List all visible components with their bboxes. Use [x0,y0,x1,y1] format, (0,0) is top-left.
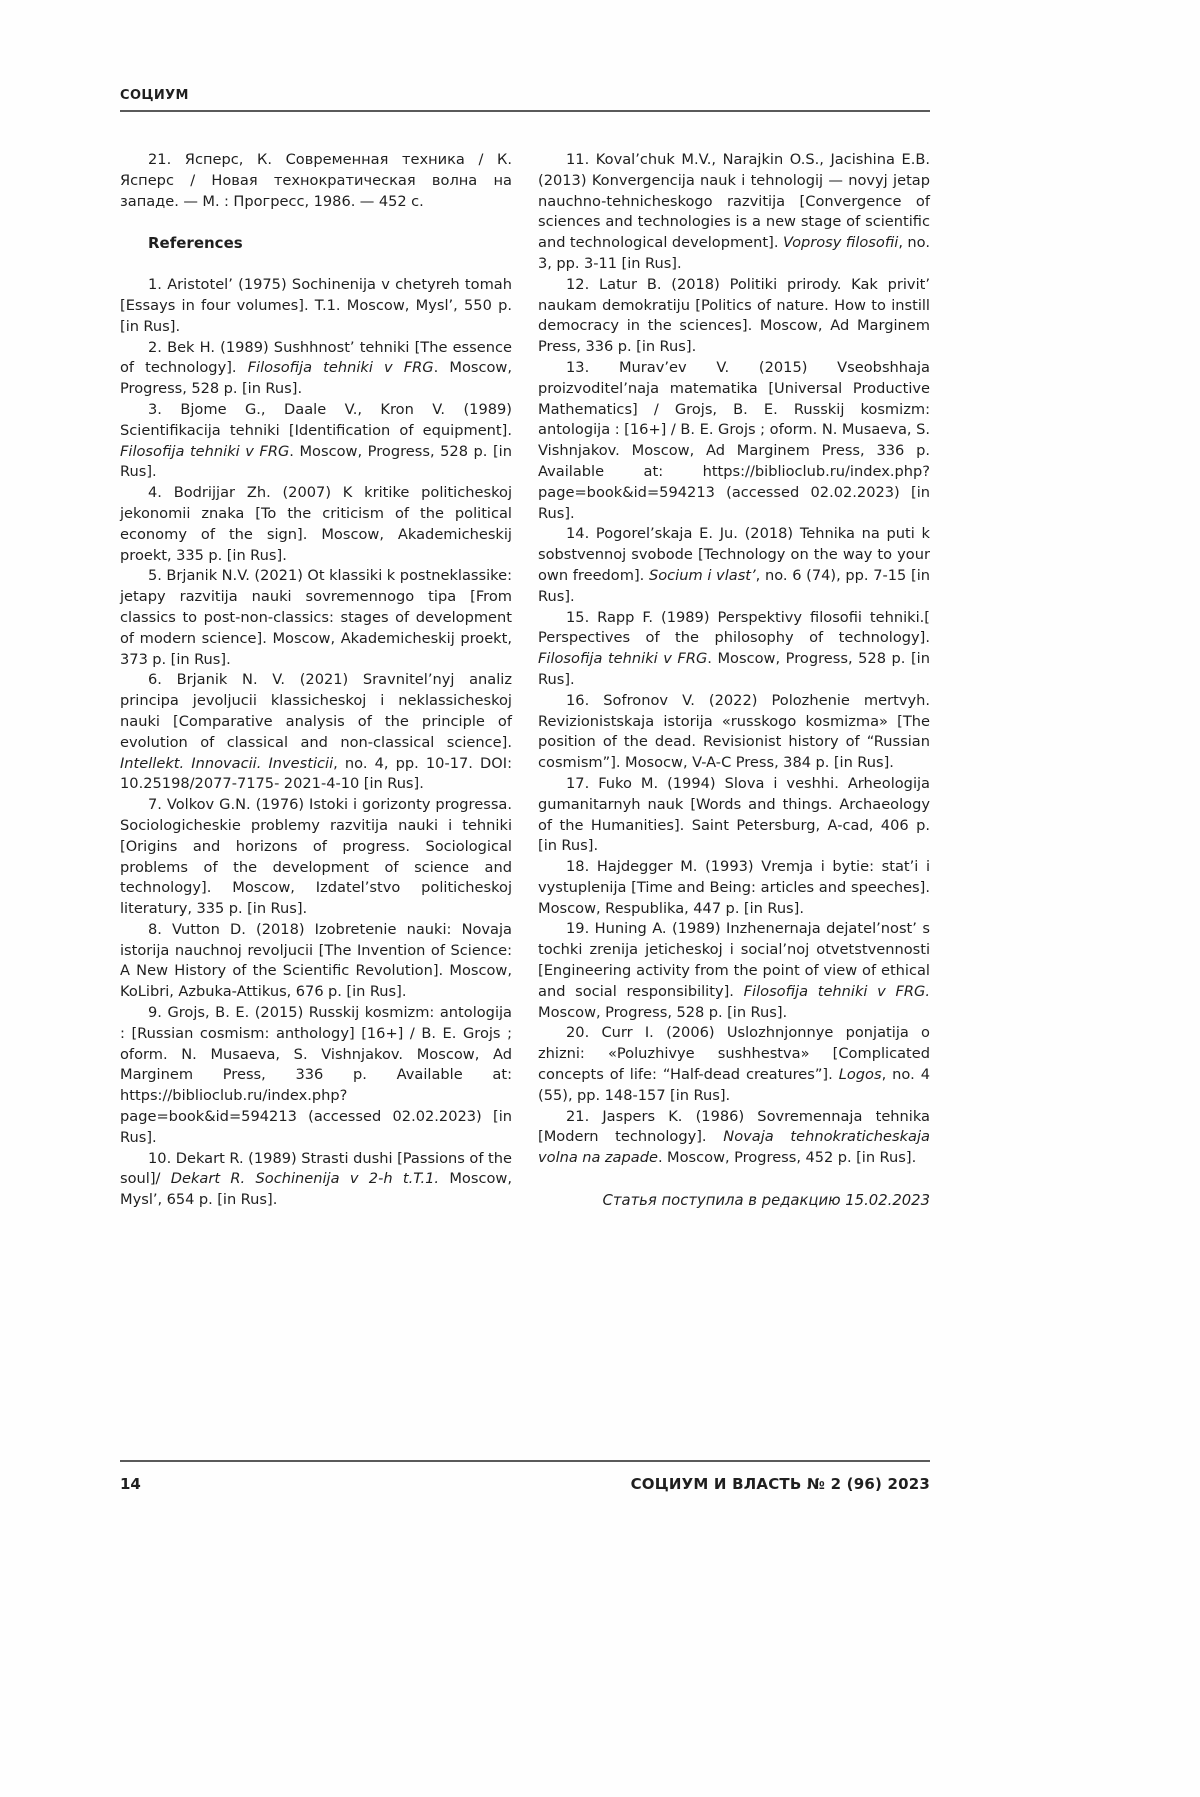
reference-item [120,400,512,483]
reference-item [538,275,930,358]
reference-text: 15. Rapp F. (1989) Perspektivy filosofii tehniki.[ Perspectives of the philosophy of technology]. [538,608,930,647]
reference-text: , no. 3, pp. 3-11 [in Rus]. [538,234,930,272]
reference-text: , no. 4 (55), pp. 148-157 [in Rus]. [538,1066,930,1104]
reference-item [538,774,930,857]
reference-text: 18. Hajdegger M. (1993) Vremja i bytie: stat’i i vystuplenija [Time and Being: articles and speeches]. Moscow, Respublika, 447 p. [in Rus]. [538,858,930,917]
reference-item [120,275,512,337]
reference-item [538,919,930,1023]
left-reference-list [120,275,512,1211]
column-left [120,150,512,1212]
reference-text: 6. Brjanik N. V. (2021) Sravnitel’nyj analiz principa jevoljucii klassicheskoj i neklassicheskoj nauki [Comparative analysis of the principle of evolution of classical and non-classical science]. [120,671,512,751]
reference-text: , no. 4, pp. 10-17. DOI: 10.25198/2077-7175- 2021-4-10 [in Rus]. [120,754,513,793]
reference-text: 2. Bek H. (1989) Sushhnost’ tehniki [The essence of technology]. [120,338,512,377]
reference-source-title: Dekart R. Sochinenija v 2-h t.T.1. [170,1170,440,1188]
reference-item [120,1149,512,1211]
reference-item [538,1023,930,1106]
reference-item [538,150,930,275]
reference-item [120,1003,512,1149]
reference-item [120,566,512,670]
reference-item [538,1107,930,1169]
right-reference-list [538,150,930,1169]
reference-source-title: Novaja tehnokraticheskaja volna na zapade [538,1128,930,1167]
reference-item [120,670,512,795]
reference-text: 13. Murav’ev V. (2015) Vseobshhaja proizvoditel’naja matematika [Universal Productive Mathematics] / Grojs, B. E. Russkij kosmizm: antologija : [16+] / B. E. Grojs ; oform. N. Musaeva, S. Vishnjakov. Moscow, Ad Marginem Press, 336 p. Available at: https://biblioclub.ru/index.php?page=book&id=594213 (accessed 02.02.2023) [in Rus]. [538,358,930,522]
reference-text: , no. 6 (74), pp. 7-15 [in Rus]. [538,566,930,605]
reference-source-title: Filosofija tehniki v FRG [120,442,290,460]
reference-item [538,691,930,774]
reference-text: 11. Koval’chuk M.V., Narajkin O.S., Jacishina E.B. (2013) Konvergencija nauk i tehnologij — novyj jetap nauchno-tehnicheskogo razvitija [Convergence of sciences and technologies is a new stage of scientific and technological development]. [538,151,930,252]
column-right [538,150,930,1212]
reference-item [120,920,512,1003]
reference-text: . Moscow, Progress, 452 p. [in Rus]. [657,1149,917,1167]
running-title: СОЦИУМ [120,88,189,103]
reference-text: 7. Volkov G.N. (1976) Istoki i gorizonty progressa. Sociologicheskie problemy razvitija nauki i tehniki [Origins and horizons of progress. Sociological problems of the development of science and technology]. Moscow, Izdatel’stvo politicheskoj literatury, 335 p. [in Rus]. [120,796,512,918]
reference-item [538,608,930,691]
reference-text: 21. Jaspers K. (1986) Sovremennaja tehnika [Modern technology]. [538,1107,930,1146]
reference-source-title: Logos [838,1066,882,1084]
reference-text: Moscow, Mysl’, 654 p. [in Rus]. [120,1170,512,1209]
reference-text: 3. Bjome G., Daale V., Kron V. (1989) Scientifikacija tehniki [Identification of equipment]. [120,400,512,439]
reference-text: 8. Vutton D. (2018) Izobretenie nauki: Novaja istorija nauchnoj revoljucii [The Invention of Science: A New History of the Scientific Revolution]. Moscow, KoLibri, Azbuka-Attikus, 676 p. [in Rus]. [120,920,512,1001]
reference-source-title: Filosofija tehniki v FRG. [743,982,930,1000]
reference-text: 19. Huning A. (1989) Inzhenernaja dejatel’nost’ s tochki zrenija jeticheskoj i social’noj otvetstvennosti [Engineering activity from the point of view of ethical and social responsibility]. [538,920,930,1000]
reference-source-title: Intellekt. Innovacii. Investicii [120,754,334,772]
reference-text: 4. Bodrijjar Zh. (2007) K kritike politicheskoj jekonomii znaka [To the criticism of the political economy of the sign]. Moscow, Akademicheskij proekt, 335 p. [in Rus]. [120,484,512,564]
reference-item [120,795,512,920]
reference-text: 16. Sofronov V. (2022) Polozhenie mertvyh. Revizionistskaja istorija «russkogo kosmizma» [The position of the dead. Revisionist history of “Russian cosmism”]. Mosocw, V-A-C Press, 384 p. [in Rus]. [538,691,930,772]
reference-text: 20. Curr I. (2006) Uslozhnjonnye ponjatija o zhizni: «Poluzhivye sushhestva» [Complicated concepts of life: “Half-dead creatures”]. [538,1024,930,1084]
header-rule [120,110,930,112]
received-date-note: Статья поступила в редакцию 15.02.2023 [602,1192,930,1210]
reference-text: 1. Aristotel’ (1975) Sochinenija v chetyreh tomah [Essays in four volumes]. T.1. Moscow, Mysl’, 550 p. [in Rus]. [120,276,512,335]
carryover-reference-ru: 21. Ясперс, К. Современная техника / К. Ясперс / Новая технократическая волна на западе. — М. : Прогресс, 1986. — 452 с. [120,151,512,210]
reference-text: Moscow, Progress, 528 p. [in Rus]. [538,1003,788,1021]
running-header [120,88,930,112]
reference-text: . Moscow, Progress, 528 p. [in Rus]. [120,442,512,481]
journal-title: СОЦИУМ И ВЛАСТЬ № 2 (96) 2023 [630,1475,930,1493]
reference-source-title: Filosofija tehniki v FRG [247,359,434,377]
references-section [120,150,930,1212]
reference-source-title: Voprosy filosofii [782,234,899,252]
references-heading: References [148,234,243,253]
reference-text: 5. Brjanik N.V. (2021) Ot klassiki k postneklassike: jetapy razvitija nauki sovremennogo tipa [From classics to post-non-classics: stages of development of modern science]. Moscow, Akademicheskij proekt, 373 p. [in Rus]. [120,567,512,668]
reference-item [538,524,930,607]
page-footer [120,1460,930,1493]
reference-text: 17. Fuko M. (1994) Slova i veshhi. Arheologija gumanitarnyh nauk [Words and things. Archaeology of the Humanities]. Saint Petersburg, A-cad, 406 p. [in Rus]. [538,774,930,855]
reference-item [538,358,930,524]
page-number: 14 [120,1475,141,1493]
reference-text: 14. Pogorel’skaja E. Ju. (2018) Tehnika na puti k sobstvennoj svobode [Technology on the way to your own freedom]. [538,525,930,584]
reference-source-title: Filosofija tehniki v FRG [538,650,708,668]
reference-text: 10. Dekart R. (1989) Strasti dushi [Passions of the soul]/ [120,1149,512,1188]
reference-item [120,338,512,400]
reference-source-title: Socium i vlast’ [648,566,756,584]
reference-text: . Moscow, Progress, 528 p. [in Rus]. [120,359,513,398]
reference-text: 9. Grojs, B. E. (2015) Russkij kosmizm: antologija : [Russian cosmism: anthology] [16+] / B. E. Grojs ; oform. N. Musaeva, S. Vishnjakov. Moscow, Ad Marginem Press, 336 p. Available at: https://biblioclub.ru/index.php?page=book&id=594213 (accessed 02.02.2023) [in Rus]. [120,1004,512,1146]
reference-item [120,483,512,566]
reference-text: 12. Latur B. (2018) Politiki prirody. Kak privit’ naukam demokratiju [Politics of nature. How to instill democracy in the sciences]. Moscow, Ad Marginem Press, 336 p. [in Rus]. [538,275,930,356]
reference-item [538,857,930,919]
reference-text: . Moscow, Progress, 528 p. [in Rus]. [538,650,930,688]
